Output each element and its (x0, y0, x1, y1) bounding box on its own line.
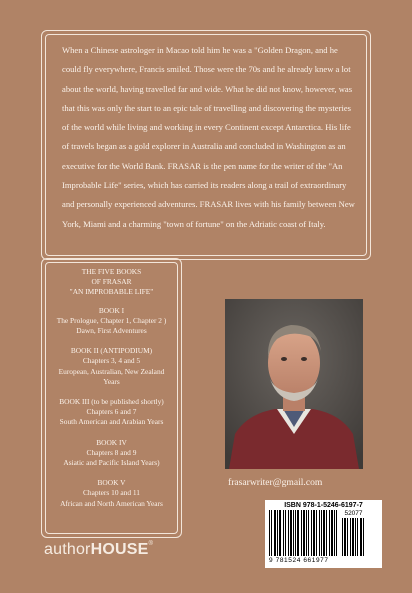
registered-mark: ® (148, 541, 154, 547)
book-line: Chapters 3, 4 and 5 (82, 356, 141, 366)
book-line: Chapters 10 and 11 (83, 488, 140, 498)
book-line: South American and Arabian Years (59, 417, 164, 427)
blurb-frame (41, 30, 371, 260)
publisher-logo (44, 541, 153, 559)
author-photo (225, 299, 363, 469)
book-entry (46, 478, 177, 509)
book-line: Chapters 8 and 9 (86, 447, 137, 457)
author-email: frasarwriter@gmail.com (228, 477, 323, 488)
book-entry (46, 438, 177, 469)
book-line: The Prologue, Chapter 1, Chapter 2 ) (56, 315, 167, 325)
barcode-bar (364, 518, 365, 556)
books-list-header (46, 267, 177, 298)
books-header-line: THE FIVE BOOKS (81, 267, 142, 276)
book-line: Asiatic and Pacific Island Years) (63, 458, 160, 468)
book-entry (46, 306, 177, 337)
barcode-number: 9 781524 661977 (269, 557, 329, 564)
isbn-number: ISBN 978-1-5246-6197-7 (284, 502, 363, 509)
book-entry (46, 397, 177, 428)
barcode-supplement-number: 52077 (344, 510, 363, 517)
books-header-line: OF FRASAR (91, 277, 132, 287)
book-title: BOOK V (97, 478, 126, 488)
publisher-logo-part2: HOUSE (90, 541, 149, 558)
book-entry (46, 346, 177, 387)
books-header-line: "AN IMPROBABLE LIFE" (69, 287, 154, 297)
book-line: Years (103, 376, 120, 386)
barcode-bars (269, 510, 378, 556)
barcode-supplement-bars (342, 518, 365, 556)
book-title: BOOK I (98, 305, 125, 315)
isbn-barcode (265, 500, 382, 568)
back-cover-blurb: When a Chinese astrologer in Macao told him he was a "Golden Dragon, and he could fly everywhere, Francis smiled. Those were the 70s and he already knew a lot about the world, having travelled far and wide. What he did not know, however, was that this was only the start to an epic tale of travelling and discovering the mysteries of the world while living and working in every Continent except Antarctica. His life of travels began as a gold explorer in Australia and concluded in Washington as an executive for the World Bank. FRASAR is the pen name for the writer of the "An Improbable Life" series, which has carried its readers along a trail of extraordinary and personally experienced adventures. FRASAR lives with his family between New York, Miami and a charming "town of fortune" on the Adriatic coast of Italy. (62, 45, 355, 229)
book-line: African and North American Years (60, 498, 163, 508)
books-list (46, 267, 177, 519)
book-title: BOOK III (to be published shortly) (59, 397, 164, 407)
book-line: Chapters 6 and 7 (86, 407, 137, 417)
book-title: BOOK II (ANTIPODIUM) (70, 346, 153, 356)
book-line: Dawn, First Adventures (76, 326, 147, 336)
barcode-supplement (342, 510, 365, 556)
publisher-logo-part1: author (44, 541, 91, 558)
book-title: BOOK IV (96, 437, 127, 447)
barcode-bar (337, 510, 338, 556)
barcode-main-bars (269, 510, 338, 556)
books-list-frame (41, 258, 182, 538)
book-line: European, Australian, New Zealand (58, 366, 165, 376)
